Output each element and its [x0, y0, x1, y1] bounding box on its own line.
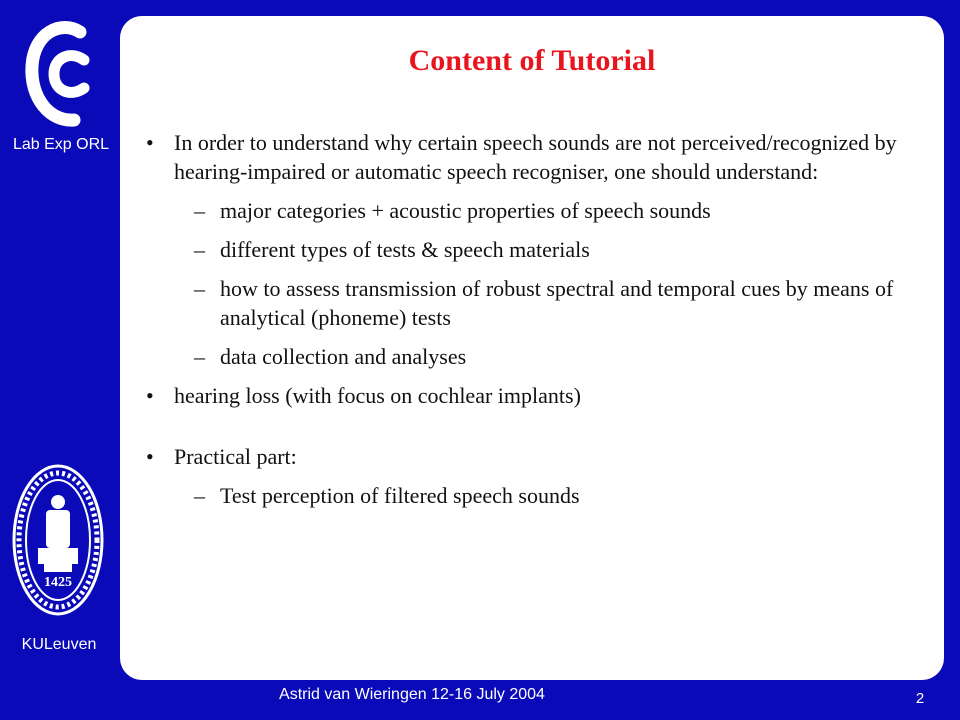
- bullet-item: [138, 128, 928, 186]
- sub-bullet-item: [138, 481, 928, 510]
- dash-marker: –: [194, 344, 205, 369]
- slide-content: [138, 128, 928, 520]
- bullet-text: different types of tests & speech materials: [220, 237, 590, 262]
- bullet-text: how to assess transmission of robust spectral and temporal cues by means of analytical (phoneme) tests: [220, 276, 894, 330]
- bullet-item: [138, 381, 928, 410]
- bullet-text: major categories + acoustic properties of speech sounds: [220, 198, 711, 223]
- page-number: 2: [915, 690, 925, 707]
- bullet-text: In order to understand why certain speech sounds are not perceived/recognized by hearing-impaired or automatic speech recogniser, one should understand:: [174, 130, 897, 184]
- sub-bullet-item: [138, 274, 928, 332]
- lab-exp-orl-logo-icon: [22, 18, 102, 128]
- lab-exp-orl-label: Lab Exp ORL: [12, 136, 110, 153]
- ku-leuven-seal-icon: [8, 460, 108, 620]
- dash-marker: –: [194, 483, 205, 508]
- sub-bullet-item: [138, 196, 928, 225]
- slide-panel: [120, 16, 944, 680]
- bullet-text: hearing loss (with focus on cochlear implants): [174, 383, 581, 408]
- sub-bullet-item: [138, 342, 928, 371]
- kuleuven-label: KULeuven: [21, 636, 97, 653]
- spacer: [138, 420, 928, 442]
- sub-bullet-item: [138, 235, 928, 264]
- bullet-marker: •: [146, 383, 154, 408]
- seal-year: 1425: [44, 575, 72, 590]
- bullet-marker: •: [146, 130, 154, 155]
- dash-marker: –: [194, 198, 205, 223]
- bullet-marker: •: [146, 444, 154, 469]
- dash-marker: –: [194, 276, 205, 301]
- bullet-text: Test perception of filtered speech sounds: [220, 483, 580, 508]
- bullet-text: Practical part:: [174, 444, 297, 469]
- sidebar: [0, 0, 120, 720]
- slide-title: Content of Tutorial: [408, 44, 656, 77]
- bullet-item: [138, 442, 928, 471]
- footer-presenter: Astrid van Wieringen 12-16 July 2004: [279, 686, 545, 703]
- dash-marker: –: [194, 237, 205, 262]
- bullet-text: data collection and analyses: [220, 344, 467, 369]
